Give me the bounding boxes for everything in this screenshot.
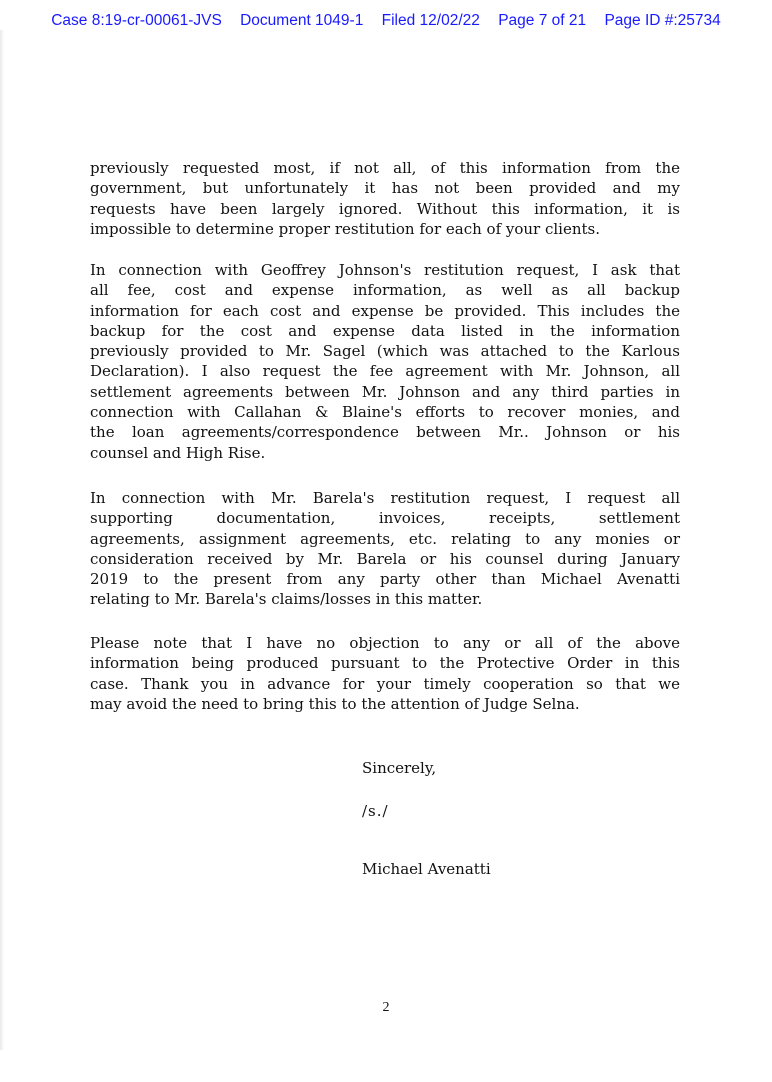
page-edge-shadow bbox=[0, 30, 4, 1050]
text-line: In connection with Mr. Barela's restitution request, I request all bbox=[90, 489, 680, 507]
paragraph-barela-request bbox=[90, 488, 680, 610]
closing-salutation: Sincerely, bbox=[362, 759, 437, 777]
paragraph-prior-requests bbox=[90, 158, 680, 239]
page-id: Page ID #:25734 bbox=[604, 12, 721, 29]
text-line: Declaration). I also request the fee agreement with Mr. Johnson, all bbox=[90, 362, 680, 381]
text-line: all fee, cost and expense information, as well as all backup bbox=[90, 281, 680, 300]
text-line: previously requested most, if not all, of this information from the bbox=[90, 159, 680, 177]
text-line: information for each cost and expense be provided. This includes the bbox=[90, 301, 680, 320]
text-line: In connection with Geoffrey Johnson's restitution request, I ask that bbox=[90, 261, 680, 279]
text-line: may avoid the need to bring this to the attention of Judge Selna. bbox=[90, 694, 580, 713]
text-line: settlement agreements between Mr. Johnson and any third parties in bbox=[90, 382, 680, 401]
page-number: 2 bbox=[382, 1000, 390, 1015]
text-line: impossible to determine proper restitution for each of your clients. bbox=[90, 219, 601, 238]
text-line: information being produced pursuant to the Protective Order in this bbox=[90, 654, 680, 673]
text-line: connection with Callahan & Blaine's efforts to recover monies, and bbox=[90, 403, 680, 422]
text-line: 2019 to the present from any party other than Michael Avenatti bbox=[90, 570, 680, 589]
text-line: Please note that I have no objection to any or all of the above bbox=[90, 634, 680, 652]
text-line: case. Thank you in advance for your timely cooperation so that we bbox=[90, 674, 680, 693]
page-of-pages: Page 7 of 21 bbox=[498, 12, 587, 29]
text-line: supporting documentation, invoices, receipts, settlement bbox=[90, 509, 680, 528]
text-line: previously provided to Mr. Sagel (which was attached to the Karlous bbox=[90, 342, 680, 361]
court-filing-header bbox=[0, 12, 772, 30]
text-line: consideration received by Mr. Barela or his counsel during January bbox=[90, 549, 680, 568]
document-number: Document 1049-1 bbox=[240, 12, 364, 29]
filed-date: Filed 12/02/22 bbox=[381, 12, 480, 29]
text-line: requests have been largely ignored. Without this information, it is bbox=[90, 199, 680, 218]
case-number: Case 8:19-cr-00061-JVS bbox=[51, 12, 222, 29]
text-line: backup for the cost and expense data listed in the information bbox=[90, 321, 680, 340]
text-line: counsel and High Rise. bbox=[90, 443, 266, 462]
paragraph-johnson-request bbox=[90, 260, 680, 463]
signer-name: Michael Avenatti bbox=[362, 860, 491, 878]
text-line: agreements, assignment agreements, etc. relating to any monies or bbox=[90, 529, 680, 548]
text-line: relating to Mr. Barela's claims/losses in this matter. bbox=[90, 590, 483, 609]
text-line: government, but unfortunately it has not been provided and my bbox=[90, 179, 680, 198]
signature: /s./ bbox=[362, 802, 389, 820]
text-line: the loan agreements/correspondence between Mr.. Johnson or his bbox=[90, 423, 680, 442]
paragraph-protective-order bbox=[90, 633, 680, 714]
